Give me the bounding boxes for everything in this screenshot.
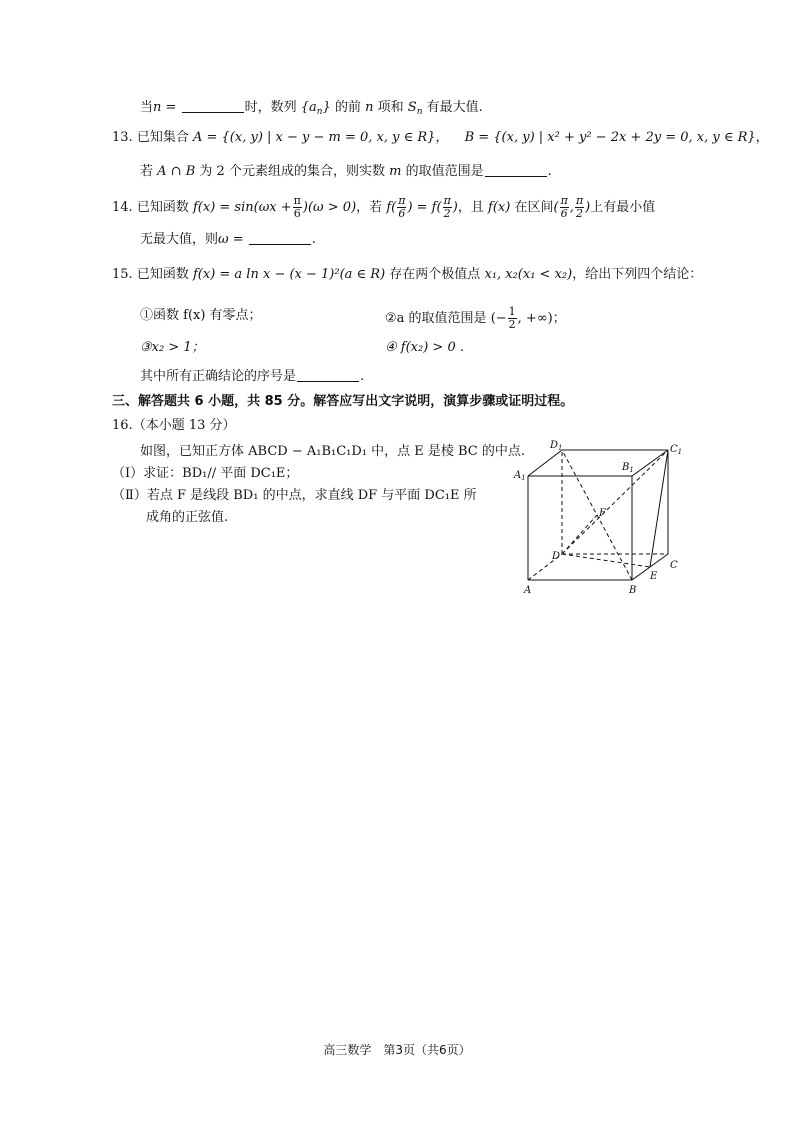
var-n: n — [153, 100, 162, 115]
frac-num: 1 — [508, 305, 516, 318]
q15-option-3 — [140, 338, 205, 358]
q15-opt2-text-a: ②a 的取值范围是 — [385, 311, 487, 326]
q14-text-a: 已知函数 — [136, 200, 189, 215]
q12-text-b: 时，数列 — [244, 100, 297, 115]
q14-text-line2: 无最大值，则 — [140, 232, 219, 247]
q15-opt1-text: ①函数 f(x) 有零点； — [140, 308, 262, 323]
q14-fx: f(x) — [488, 200, 511, 215]
frac-pi-6 — [293, 195, 302, 220]
q15-number: 15. — [112, 267, 133, 282]
q16-score: （本小题 13 分） — [132, 418, 236, 433]
q16-number: 16. — [112, 418, 133, 433]
q13-set-b: B = {(x, y) | x² + y² − 2x + 2y = 0, x, y ∈ R} — [464, 130, 756, 145]
q15-text-b: 存在两个极值点 — [389, 267, 481, 282]
section-3-heading: 三、解答题共 6 小题，共 85 分。解答应写出文字说明，演算步骤或证明过程。 — [112, 394, 574, 409]
frac-num: π — [293, 194, 301, 207]
q14-func: f(x) = sin(ωx + — [192, 200, 292, 215]
q12-text-c: 的前 — [334, 100, 361, 115]
q12-text-a: 当 — [140, 100, 154, 115]
label-d1: $D_1$ — [550, 440, 563, 452]
label-c1: $C_1$ — [670, 444, 683, 456]
label-d: D — [552, 551, 561, 562]
q15-opt2-text-b: (− — [490, 311, 507, 326]
seq-an: $\{a_n\}$ — [300, 100, 331, 117]
label-a: A — [524, 585, 532, 596]
edge-a1-d1 — [528, 450, 562, 476]
q14-interval: ( $\frac{\pi}{6}$ , $\frac{\pi}{2}$ ) — [553, 194, 591, 220]
q16-intro: 如图，已知正方体 ABCD − A₁B₁C₁D₁ 中，点 E 是棱 BC 的中点. — [140, 444, 526, 459]
q14-cond: f( $\frac{\pi}{6}$ ) = f( $\frac{\pi}{2}$ ) — [386, 194, 458, 220]
q14-text-c: ，且 — [457, 200, 484, 215]
var-omega: ω — [218, 232, 229, 247]
q14-line1 — [112, 195, 655, 220]
segment-c1-e — [650, 450, 668, 567]
q15-line1 — [112, 265, 702, 285]
intersection-expr: A ∩ B — [157, 164, 196, 179]
q15-text-a: 已知函数 — [136, 267, 189, 282]
frac-den: 2 — [508, 318, 516, 331]
q13-line1: 13. 已知集合 A = {(x, y) | x − y − m = 0, x, y ∈ R}， B = {(x, y) | x² + y² − 2x + 2y = 0, x, y ∈ R}， — [112, 130, 769, 145]
q13-text-a: 已知集合 — [136, 130, 189, 145]
q15-func: f(x) = a ln x − (x − 1)²(a ∈ R) — [192, 267, 386, 282]
q12-continuation: 当n = 时，数列 $\{a_n\}$ 的前 n 项和 $S_n$ 有最大值. — [140, 100, 483, 117]
frac-den: 6 — [293, 207, 301, 220]
label-b1: $B_1$ — [622, 462, 634, 474]
label-e: E — [650, 571, 658, 582]
q15-option-2 — [385, 306, 566, 331]
label-c: C — [670, 560, 678, 571]
segment-d-c1 — [562, 450, 668, 554]
q14-number: 14. — [112, 200, 133, 215]
q13-text-2c: 的取值范围是 — [405, 164, 484, 179]
q13-text-2b: 为 2 个元素组成的集合，则实数 — [199, 164, 385, 179]
label-a1: $A_1$ — [514, 470, 526, 482]
answer-blank-q13[interactable] — [485, 162, 547, 177]
q13-number: 13. — [112, 130, 133, 145]
q14-text-d: 在区间 — [514, 200, 554, 215]
q16-part2-line2: 成角的正弦值. — [146, 510, 229, 525]
answer-blank-q14[interactable] — [249, 230, 311, 245]
segment-d-f — [562, 515, 597, 554]
q15-opt3-text: ③x₂ > 1； — [140, 340, 205, 355]
answer-blank-q12[interactable] — [182, 98, 244, 113]
label-b: B — [629, 585, 637, 596]
q14-text-e: 上有最小值 — [590, 200, 656, 215]
q13-line2: 若 A ∩ B 为 2 个元素组成的集合，则实数 m 的取值范围是 . — [140, 164, 552, 179]
q15-opt2-text-c: , +∞)； — [517, 311, 566, 326]
q15-points: x₁, x₂(x₁ < x₂) — [484, 267, 573, 282]
sum-sn: $S_n$ — [407, 100, 423, 117]
var-m: m — [389, 164, 402, 179]
q13-set-a: A = {(x, y) | x − y − m = 0, x, y ∈ R} — [192, 130, 436, 145]
q13-text-2a: 若 — [140, 164, 154, 179]
q15-text-c: ，给出下列四个结论： — [572, 267, 703, 282]
q12-text-e: 有最大值. — [426, 100, 483, 115]
frac-half — [508, 306, 517, 331]
cube-figure — [510, 436, 688, 600]
q12-text-d: 项和 — [377, 100, 404, 115]
q15-option-4 — [385, 338, 464, 358]
q14-text-b: ，若 — [356, 200, 383, 215]
q15-final: 其中所有正确结论的序号是 . — [140, 369, 365, 384]
q15-final-text: 其中所有正确结论的序号是 — [140, 369, 297, 384]
q16-part1: （Ⅰ）求证：BD₁// 平面 DC₁E； — [112, 466, 299, 481]
q14-func-end: )(ω > 0) — [302, 200, 357, 215]
q15-opt4-text: ④ f(x₂) > 0 . — [385, 340, 464, 355]
edge-b1-c1 — [632, 450, 668, 476]
var-n2: n — [365, 100, 374, 115]
segment-d-e — [562, 554, 650, 567]
q16-header — [112, 416, 236, 436]
q15-option-1 — [140, 306, 262, 326]
q16-part2-line1: （Ⅱ）若点 F 是线段 BD₁ 的中点，求直线 DF 与平面 DC₁E 所 — [112, 488, 477, 503]
page-footer: 高三数学 第3页（共6页） — [323, 1043, 471, 1057]
q14-line2: 无最大值，则ω = . — [140, 232, 316, 247]
answer-blank-q15[interactable] — [297, 367, 359, 382]
label-f: F — [599, 508, 606, 519]
